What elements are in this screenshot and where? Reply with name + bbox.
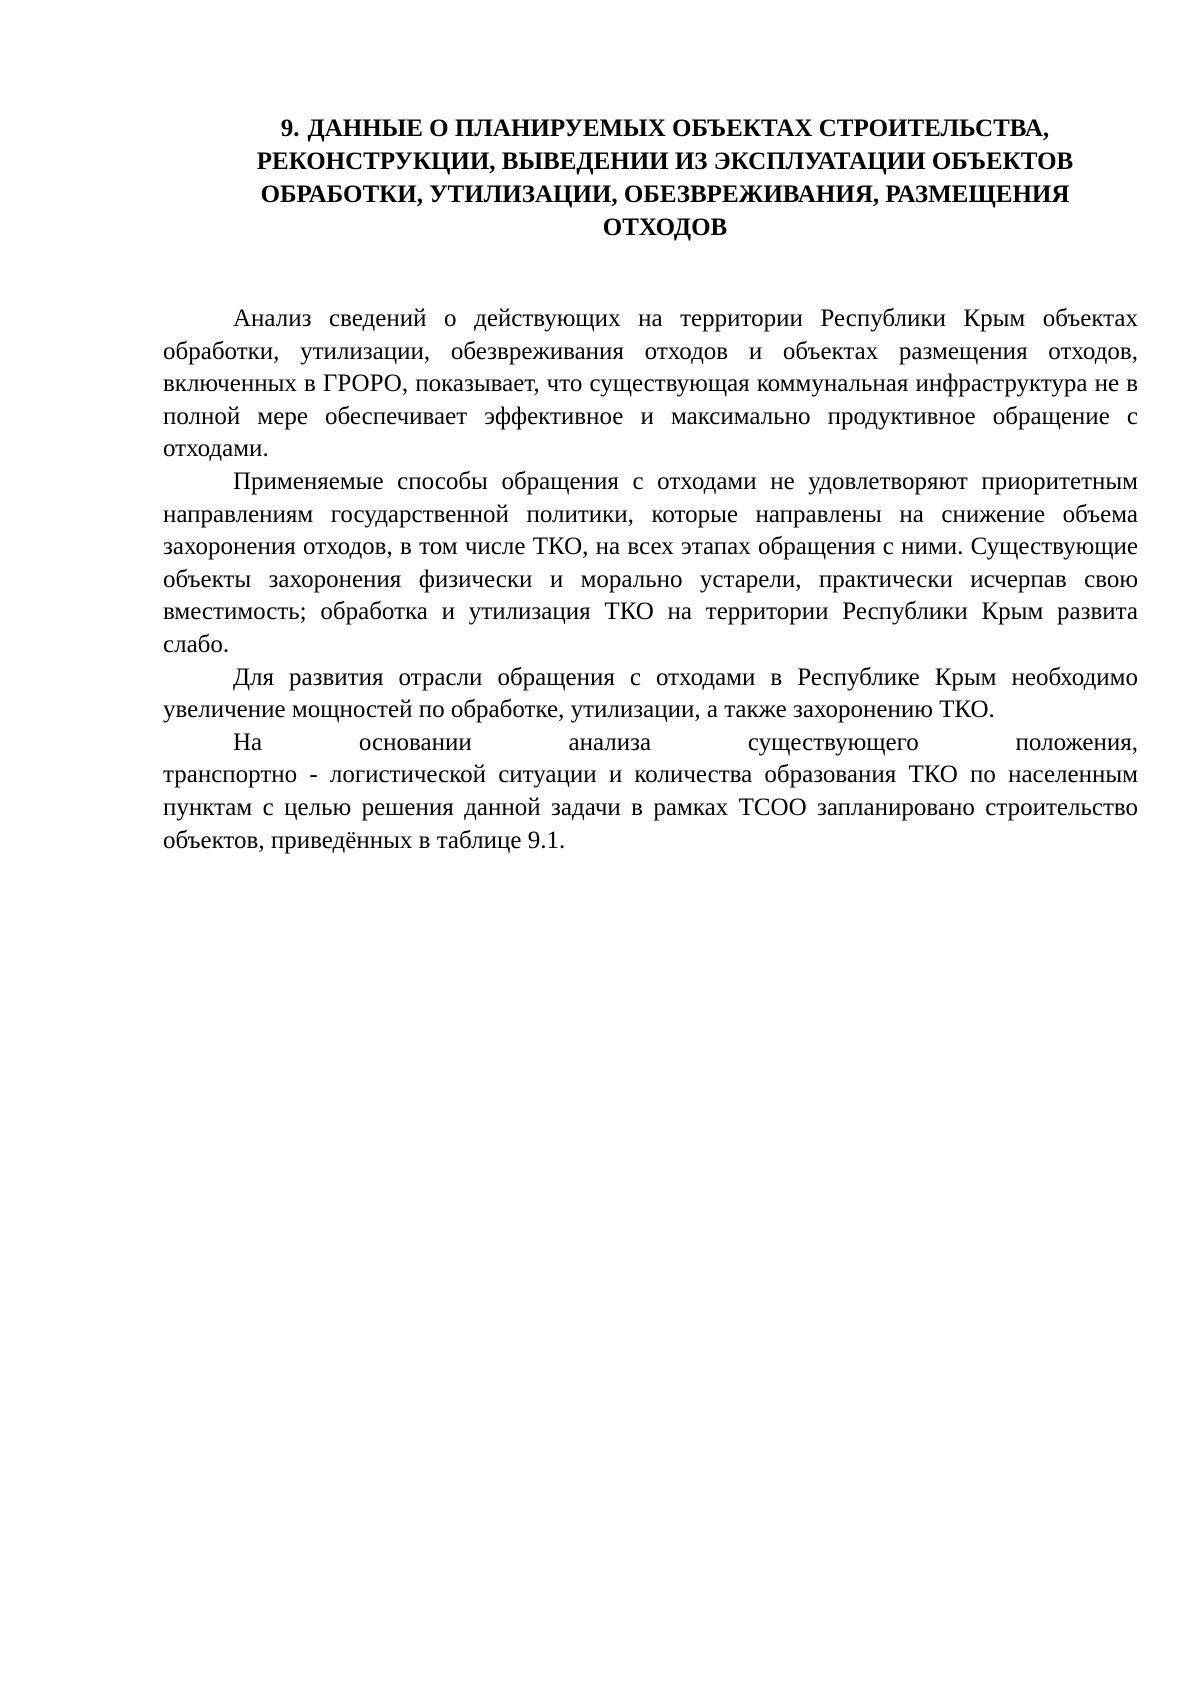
paragraph-2: Применяемые способы обращения с отходами не удовлетворяют приоритетным направлениям государственной политики, которые направлены на снижение объема захоронения отходов, в том числе ТКО, на всех этапах обращения с ними. Существующие объекты захоронения физически и морально устарели, практически исчерпав свою вместимость; обработка и утилизация ТКО на территории Республики Крым развита слабо. [163, 467, 1138, 658]
paragraph-3: Для развития отрасли обращения с отходами в Республике Крым необходимо увеличение мощностей по обработке, утилизации, а также захоронению ТКО. [163, 663, 1138, 724]
document-body [163, 303, 1138, 857]
section-heading [215, 112, 1115, 244]
paragraph-4-continuation: транспортно - логистической ситуации и количества образования ТКО по населенным пунктам с целью решения данной задачи в рамках ТСОО запланировано строительство объектов, приведённых в таблице 9.1. [163, 761, 1138, 854]
paragraph-4-lead: На основании анализа существующего положения, [233, 728, 1138, 756]
section-title: ДАННЫЕ О ПЛАНИРУЕМЫХ ОБЪЕКТАХ СТРОИТЕЛЬСТВА, РЕКОНСТРУКЦИИ, ВЫВЕДЕНИИ ИЗ ЭКСПЛУАТАЦИИ ОБЪЕКТОВ ОБРАБОТКИ, УТИЛИЗАЦИИ, ОБЕЗВРЕЖИВАНИЯ, РАЗМЕЩЕНИЯ ОТХОДОВ [256, 115, 1074, 241]
section-number: 9. [280, 115, 300, 142]
paragraph-1: Анализ сведений о действующих на территории Республики Крым объектах обработки, утилизации, обезвреживания отходов и объектах размещения отходов, включенных в ГРОРО, показывает, что существующая коммунальная инфраструктура не в полной мере обеспечивает эффективное и максимально продуктивное обращение с отходами. [163, 305, 1138, 463]
